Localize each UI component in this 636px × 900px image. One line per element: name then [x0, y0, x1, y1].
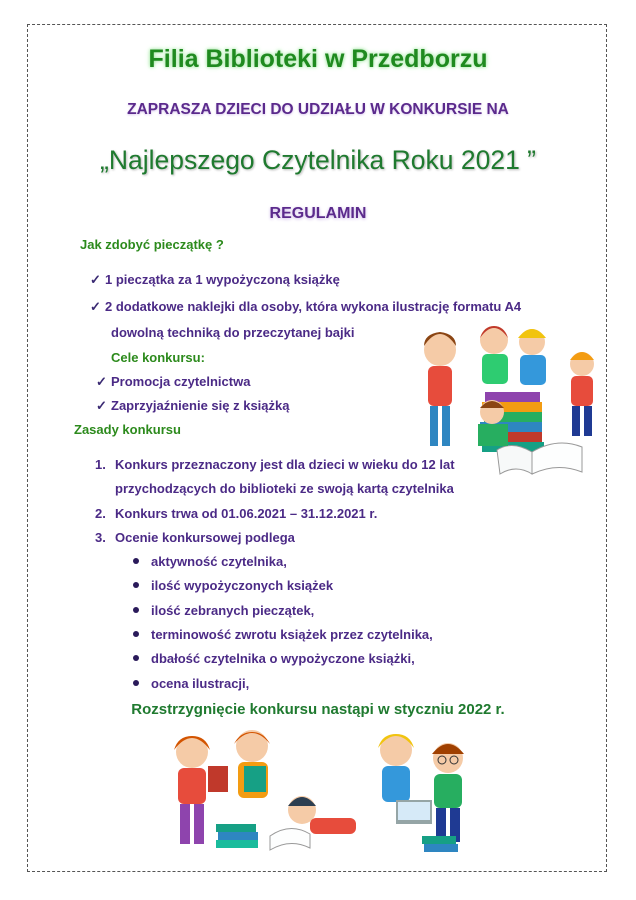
invite-line: ZAPRASZA DZIECI DO UDZIAŁU W KONKURSIE NA [127, 101, 509, 118]
library-title: Filia Biblioteki w Przedborzu [148, 45, 488, 73]
list-item: ✓ 2 dodatkowe naklejki dla osoby, która wykona ilustrację formatu A4 [90, 299, 522, 314]
criteria-item: terminowość zwrotu książek przez czytelnika, [133, 627, 433, 642]
list-item: przychodzących do biblioteki ze swoją kartą czytelnika [115, 481, 454, 496]
criteria-item: ocena ilustracji, [133, 676, 249, 691]
children-reading-illustration [412, 312, 604, 482]
regulamin-heading: REGULAMIN [269, 205, 367, 222]
bullet-icon [133, 631, 139, 637]
list-item: ✓ 1 pieczątka za 1 wypożyczoną książkę [90, 272, 340, 287]
bullet-icon [133, 582, 139, 588]
checkmark-icon: ✓ [90, 272, 101, 287]
bullet-icon [133, 655, 139, 661]
goals-heading: Cele konkursu: [111, 350, 205, 365]
result-announcement: Rozstrzygnięcie konkursu nastąpi w styczniu 2022 r. [131, 701, 505, 718]
list-item: 2. Konkurs trwa od 01.06.2021 – 31.12.2021 r. [95, 506, 378, 521]
criteria-item: ilość wypożyczonych książek [133, 578, 333, 593]
bullet-icon [133, 607, 139, 613]
list-item: ✓ Promocja czytelnictwa [96, 374, 251, 389]
children-group-illustration [160, 726, 480, 860]
criteria-item: aktywność czytelnika, [133, 554, 287, 569]
checkmark-icon: ✓ [96, 374, 107, 389]
list-item-continuation: dowolną techniką do przeczytanej bajki [111, 325, 355, 340]
list-item: 3. Ocenie konkursowej podlega [95, 530, 295, 545]
checkmark-icon: ✓ [90, 299, 101, 314]
criteria-item: dbałość czytelnika o wypożyczone książki, [133, 651, 415, 666]
criteria-item: ilość zebranych pieczątek, [133, 603, 314, 618]
list-item: ✓ Zaprzyjaźnienie się z książką [96, 398, 290, 413]
bullet-icon [133, 680, 139, 686]
rules-heading: Zasady konkursu [74, 422, 181, 437]
bullet-icon [133, 558, 139, 564]
checkmark-icon: ✓ [96, 398, 107, 413]
how-to-heading: Jak zdobyć pieczątkę ? [80, 237, 224, 252]
contest-name: „Najlepszego Czytelnika Roku 2021 ” [100, 145, 536, 175]
list-item: 1. Konkurs przeznaczony jest dla dzieci w wieku do 12 lat [95, 457, 455, 472]
